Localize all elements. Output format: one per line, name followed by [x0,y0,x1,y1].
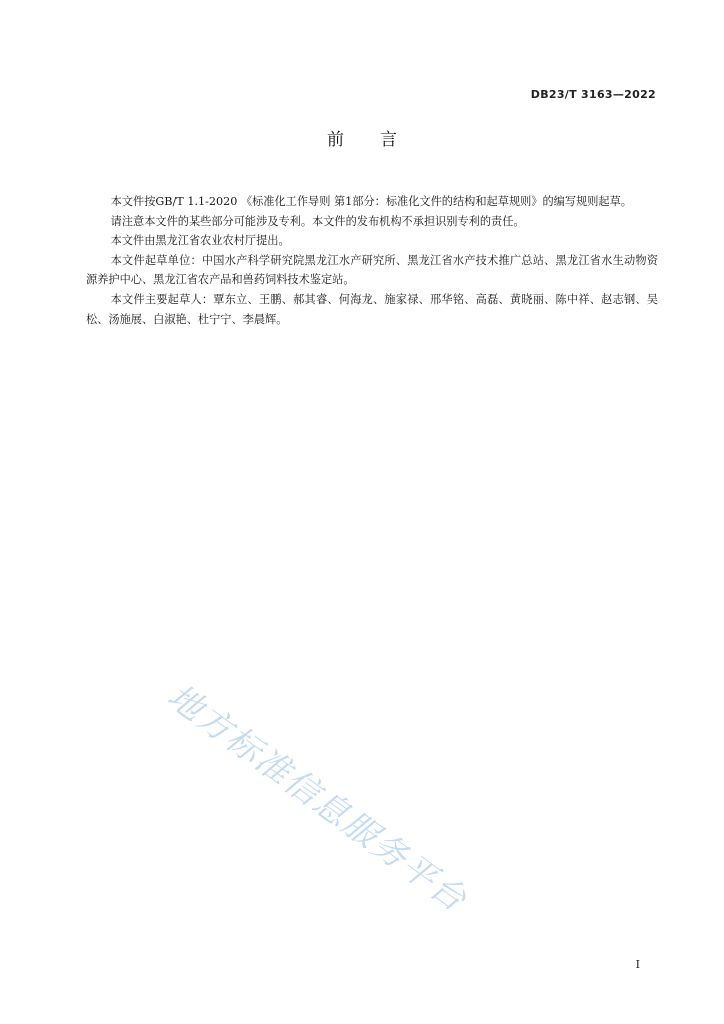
paragraph-proposer: 本文件由黑龙江省农业农村厅提出。 [110,234,290,248]
page-number: I [635,958,640,971]
paragraph-drafters: 本文件主要起草人：覃东立、王鹏、郝其睿、何海龙、施家禄、邢华铭、高磊、黄晓丽、陈中祥、赵志钢、吴松、汤施展、白淑艳、杜宁宁、李晨辉。 [86,292,658,326]
document-code: DB23/T 3163—2022 [530,88,656,101]
paragraph-patent-notice: 请注意本文件的某些部分可能涉及专利。本文件的发布机构不承担识别专利的责任。 [110,214,525,228]
foreword-body [86,192,658,329]
header-rule [86,104,656,105]
watermark-text: 地方标准信息服务平台 [159,676,475,921]
page-title: 前言 [327,130,433,150]
paragraph-drafting-units: 本文件起草单位：中国水产科学研究院黑龙江水产研究所、黑龙江省水产技术推广总站、黑龙江省水生动物资源养护中心、黑龙江省农产品和兽药饲料技术鉴定站。 [86,253,658,287]
paragraph-drafting-rules: 本文件按GB/T 1.1-2020 《标准化工作导则 第1部分：标准化文件的结构和起草规则》的编写规则起草。 [110,195,632,208]
